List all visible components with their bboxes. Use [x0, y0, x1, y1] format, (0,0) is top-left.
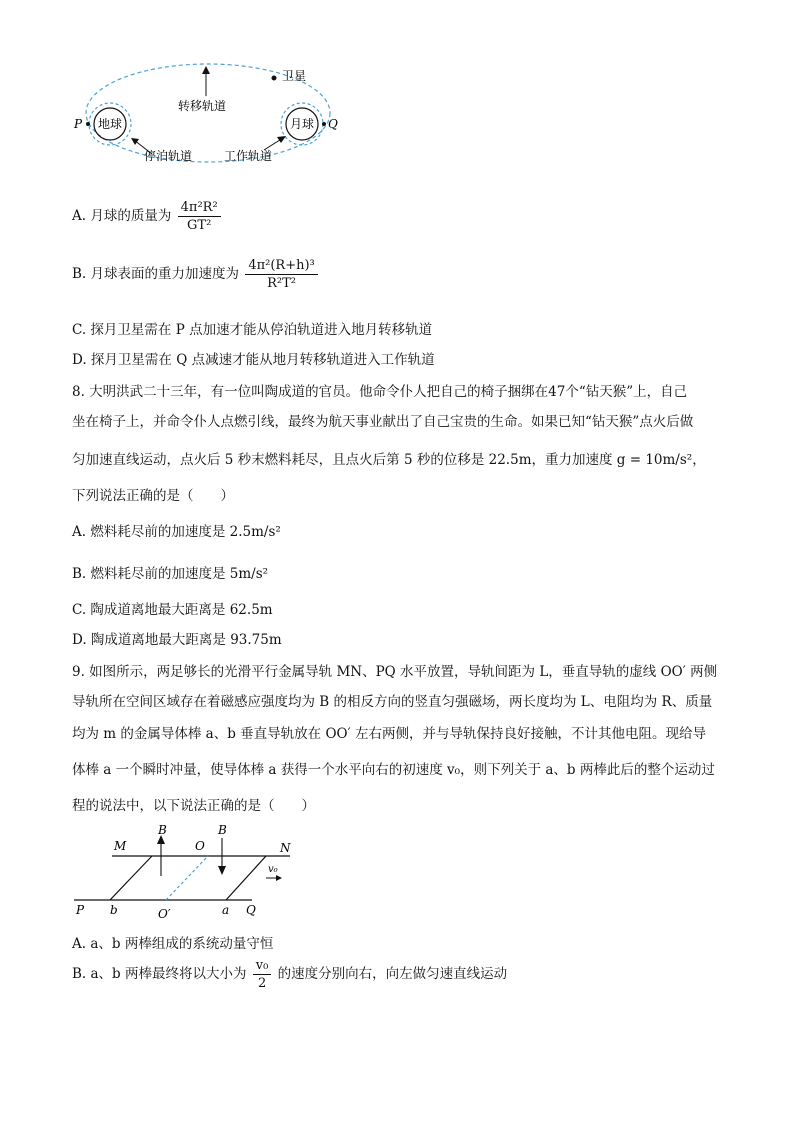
- label-p: P: [76, 903, 85, 917]
- q7-option-a: [72, 200, 223, 233]
- option-a-numerator: 4π²R²: [178, 200, 221, 217]
- label-o: O: [195, 839, 205, 853]
- label-b-down: B: [218, 823, 227, 837]
- rod-a: [226, 856, 266, 900]
- satellite-label: 卫星: [282, 69, 307, 83]
- label-m: M: [114, 839, 127, 853]
- work-orbit-label: 工作轨道: [224, 149, 273, 163]
- point-q-dot: [322, 122, 326, 126]
- rod-b: [110, 856, 152, 900]
- option-b-denominator: R²T²: [267, 276, 296, 291]
- velocity-denominator: 2: [257, 976, 267, 991]
- option-a-fraction: [178, 200, 221, 233]
- option-b-prefix: B. a、b 两棒最终将以大小为: [72, 966, 247, 982]
- label-b-up: B: [158, 823, 167, 837]
- q8-option-a: A. 燃料耗尽前的加速度是 2.5m/s²: [72, 524, 281, 540]
- point-p-dot: [86, 122, 90, 126]
- option-a-denominator: GT²: [187, 218, 212, 233]
- option-b-suffix: 的速度分别向右，向左做匀速直线运动: [277, 966, 508, 982]
- q9-stem-line-2: 导轨所在空间区域存在着磁感应强度均为 B 的相反方向的竖直匀强磁场，两长度均为 L、电阻均为 R、质量: [72, 694, 713, 710]
- transfer-orbit-label: 转移轨道: [178, 99, 227, 113]
- q8-option-c: C. 陶成道离地最大距离是 62.5m: [72, 602, 273, 618]
- q7-option-b: [72, 258, 320, 291]
- moon-label: 月球: [290, 117, 315, 131]
- label-b-rod: b: [110, 903, 118, 917]
- q9-stem-line-4: 体棒 a 一个瞬时冲量，使导体棒 a 获得一个水平向右的初速度 v₀，则下列关于 a、b 两棒此后的整个运动过: [72, 762, 715, 778]
- q7-option-d: D. 探月卫星需在 Q 点减速才能从地月转移轨道进入工作轨道: [72, 352, 435, 368]
- q8-stem-line-1: 8. 大明洪武二十三年，有一位叫陶成道的官员。他命令仆人把自己的椅子捆绑在47个“钻天猴”上，自己: [72, 384, 688, 400]
- point-p-label: P: [74, 117, 83, 131]
- option-a-text: A. 月球的质量为: [72, 208, 172, 224]
- label-o-prime: O′: [158, 907, 171, 921]
- velocity-numerator: v₀: [253, 958, 272, 975]
- dashed-oo-prime: [166, 856, 208, 900]
- parking-orbit-label: 停泊轨道: [144, 149, 193, 163]
- q9-stem-line-3: 均为 m 的金属导体棒 a、b 垂直导轨放在 OO′ 左右两侧，并与导轨保持良好接触，不计其他电阻。现给导: [72, 726, 706, 742]
- q9-stem-line-5: 程的说法中，以下说法正确的是（ ）: [72, 798, 315, 814]
- option-b-velocity-fraction: [253, 958, 272, 991]
- velocity-arrow: [276, 875, 282, 881]
- label-n: N: [280, 841, 291, 855]
- field-down-arrow: [218, 866, 226, 875]
- option-b-numerator: 4π²(R+h)³: [245, 258, 317, 275]
- label-a-rod: a: [222, 903, 230, 917]
- q8-option-d: D. 陶成道离地最大距离是 93.75m: [72, 632, 282, 648]
- rails-diagram: [70, 820, 302, 922]
- earth-label: 地球: [98, 117, 123, 131]
- option-b-text: B. 月球表面的重力加速度为: [72, 266, 240, 282]
- orbit-diagram: [68, 58, 348, 174]
- label-q: Q: [246, 903, 256, 917]
- q9-option-b: [72, 958, 507, 991]
- satellite-dot: [272, 76, 277, 81]
- label-v0: v₀: [268, 864, 278, 875]
- q8-stem-line-3: 匀加速直线运动，点火后 5 秒末燃料耗尽，且点火后第 5 秒的位移是 22.5m，重力加速度 g = 10m/s²，: [72, 452, 706, 468]
- q9-option-a: A. a、b 两棒组成的系统动量守恒: [72, 936, 274, 952]
- q8-stem-line-2: 坐在椅子上，并命令仆人点燃引线，最终为航天事业献出了自己宝贵的生命。如果已知“钻天猴”点火后做: [72, 414, 694, 430]
- option-b-fraction: [245, 258, 317, 291]
- point-q-label: Q: [328, 117, 338, 131]
- q9-stem-line-1: 9. 如图所示，两足够长的光滑平行金属导轨 MN、PQ 水平放置，导轨间距为 L，垂直导轨的虚线 OO′ 两侧: [72, 664, 718, 680]
- q8-stem-line-4: 下列说法正确的是（ ）: [72, 488, 234, 504]
- q7-option-c: C. 探月卫星需在 P 点加速才能从停泊轨道进入地月转移轨道: [72, 322, 433, 338]
- q8-option-b: B. 燃料耗尽前的加速度是 5m/s²: [72, 566, 269, 582]
